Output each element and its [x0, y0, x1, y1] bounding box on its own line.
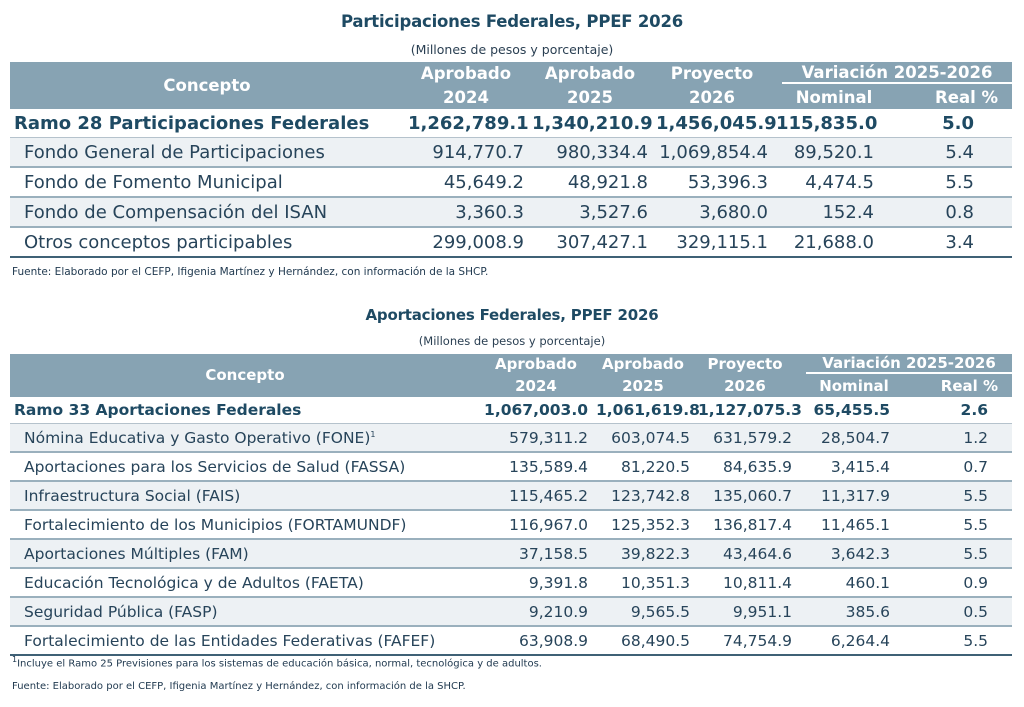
table2-footnote	[12, 655, 542, 669]
cell-proyecto-2026: 9,951.1	[694, 597, 796, 626]
cell-proyecto-2026: 1,127,075.3	[694, 397, 796, 424]
aportaciones-table	[10, 354, 1012, 656]
cell-aprobado-2024: 579,311.2	[480, 424, 592, 453]
header-concepto: Concepto	[10, 62, 404, 109]
cell-aprobado-2025: 68,490.5	[592, 626, 694, 655]
cell-real: 0.5	[912, 597, 1012, 626]
table-row	[10, 167, 1012, 197]
cell-aprobado-2025: 307,427.1	[528, 227, 652, 257]
table-row	[10, 510, 1012, 539]
cell-real: 5.5	[896, 167, 1012, 197]
cell-concepto: Ramo 28 Participaciones Federales	[10, 109, 404, 138]
cell-proyecto-2026: 84,635.9	[694, 452, 796, 481]
cell-proyecto-2026: 136,817.4	[694, 510, 796, 539]
header-real: Real %	[896, 86, 1012, 109]
header-aprobado-2025-year: 2025	[528, 86, 652, 109]
cell-concepto: Fortalecimiento de las Entidades Federativas (FAFEF)	[10, 626, 480, 655]
cell-aprobado-2024: 45,649.2	[404, 167, 528, 197]
table2-source: Fuente: Elaborado por el CEFP, Ifigenia Martínez y Hernández, con información de la SHCP.	[12, 681, 466, 692]
cell-real: 5.5	[912, 539, 1012, 568]
cell-aprobado-2024: 3,360.3	[404, 197, 528, 227]
header-proyecto-2026-label: Proyecto	[652, 62, 772, 86]
cell-nominal: 28,504.7	[796, 424, 912, 453]
cell-aprobado-2025: 1,340,210.9	[528, 109, 652, 138]
header-proyecto-2026-year: 2026	[652, 86, 772, 109]
cell-aprobado-2024: 9,210.9	[480, 597, 592, 626]
cell-aprobado-2024: 9,391.8	[480, 568, 592, 597]
cell-real: 5.0	[896, 109, 1012, 138]
table-row-total	[10, 397, 1012, 424]
header-concepto: Concepto	[10, 354, 480, 397]
cell-real: 5.5	[912, 510, 1012, 539]
cell-aprobado-2024: 1,262,789.1	[404, 109, 528, 138]
cell-real: 0.8	[896, 197, 1012, 227]
cell-concepto: Otros conceptos participables	[10, 227, 404, 257]
cell-aprobado-2025: 81,220.5	[592, 452, 694, 481]
cell-nominal: 11,465.1	[796, 510, 912, 539]
cell-proyecto-2026: 135,060.7	[694, 481, 796, 510]
cell-aprobado-2024: 37,158.5	[480, 539, 592, 568]
header-aprobado-2024-label: Aprobado	[404, 62, 528, 86]
cell-aprobado-2025: 48,921.8	[528, 167, 652, 197]
header-real: Real %	[912, 376, 1012, 397]
cell-nominal: 385.6	[796, 597, 912, 626]
footnote-text: Incluye el Ramo 25 Previsiones para los sistemas de educación básica, normal, tecnológica y de adultos.	[17, 658, 542, 670]
table-row	[10, 452, 1012, 481]
header-variacion	[796, 354, 1012, 376]
header-aprobado-2025-label: Aprobado	[592, 354, 694, 376]
cell-concepto: Seguridad Pública (FASP)	[10, 597, 480, 626]
cell-real: 1.2	[912, 424, 1012, 453]
table-row	[10, 481, 1012, 510]
footnote-mark: 1	[370, 429, 376, 439]
header-variacion-label: Variación 2025-2026	[806, 356, 1012, 374]
table-row	[10, 626, 1012, 655]
cell-concepto: Educación Tecnológica y de Adultos (FAETA)	[10, 568, 480, 597]
header-variacion-label: Variación 2025-2026	[782, 64, 1012, 83]
cell-nominal: 3,415.4	[796, 452, 912, 481]
cell-aprobado-2025: 603,074.5	[592, 424, 694, 453]
cell-nominal: 65,455.5	[796, 397, 912, 424]
cell-real: 3.4	[896, 227, 1012, 257]
cell-proyecto-2026: 1,069,854.4	[652, 138, 772, 168]
header-aprobado-2025-year: 2025	[592, 376, 694, 397]
cell-aprobado-2024: 914,770.7	[404, 138, 528, 168]
cell-nominal: 460.1	[796, 568, 912, 597]
cell-aprobado-2025: 980,334.4	[528, 138, 652, 168]
cell-proyecto-2026: 43,464.6	[694, 539, 796, 568]
cell-proyecto-2026: 53,396.3	[652, 167, 772, 197]
table-row	[10, 424, 1012, 453]
cell-real: 0.9	[912, 568, 1012, 597]
cell-concepto: Fondo de Fomento Municipal	[10, 167, 404, 197]
cell-aprobado-2025: 3,527.6	[528, 197, 652, 227]
cell-proyecto-2026: 74,754.9	[694, 626, 796, 655]
cell-nominal: 115,835.0	[772, 109, 896, 138]
cell-aprobado-2024: 63,908.9	[480, 626, 592, 655]
cell-concepto: Fondo de Compensación del ISAN	[10, 197, 404, 227]
table-row	[10, 197, 1012, 227]
header-proyecto-2026-label: Proyecto	[694, 354, 796, 376]
cell-nominal: 4,474.5	[772, 167, 896, 197]
table1-title: Participaciones Federales, PPEF 2026	[340, 12, 684, 31]
cell-aprobado-2025: 1,061,619.8	[592, 397, 694, 424]
table2-subtitle: (Millones de pesos y porcentaje)	[418, 334, 606, 348]
cell-real: 5.5	[912, 481, 1012, 510]
header-proyecto-2026-year: 2026	[694, 376, 796, 397]
cell-nominal: 6,264.4	[796, 626, 912, 655]
footnote-mark: 1	[12, 655, 18, 664]
cell-aprobado-2025: 125,352.3	[592, 510, 694, 539]
table-row	[10, 227, 1012, 257]
cell-proyecto-2026: 631,579.2	[694, 424, 796, 453]
cell-nominal: 11,317.9	[796, 481, 912, 510]
table2-title: Aportaciones Federales, PPEF 2026	[365, 306, 659, 324]
cell-aprobado-2024: 299,008.9	[404, 227, 528, 257]
cell-aprobado-2025: 39,822.3	[592, 539, 694, 568]
participaciones-table	[10, 62, 1012, 258]
cell-nominal: 152.4	[772, 197, 896, 227]
cell-nominal: 21,688.0	[772, 227, 896, 257]
table-row	[10, 597, 1012, 626]
cell-proyecto-2026: 10,811.4	[694, 568, 796, 597]
header-aprobado-2024-year: 2024	[404, 86, 528, 109]
header-nominal: Nominal	[796, 376, 912, 397]
cell-real: 0.7	[912, 452, 1012, 481]
cell-concepto	[10, 424, 480, 453]
cell-aprobado-2025: 9,565.5	[592, 597, 694, 626]
header-aprobado-2025-label: Aprobado	[528, 62, 652, 86]
cell-aprobado-2025: 123,742.8	[592, 481, 694, 510]
header-aprobado-2024-label: Aprobado	[480, 354, 592, 376]
cell-aprobado-2025: 10,351.3	[592, 568, 694, 597]
cell-proyecto-2026: 329,115.1	[652, 227, 772, 257]
cell-aprobado-2024: 115,465.2	[480, 481, 592, 510]
header-variacion	[772, 62, 1012, 86]
cell-real: 5.5	[912, 626, 1012, 655]
table-row-total	[10, 109, 1012, 138]
cell-nominal: 89,520.1	[772, 138, 896, 168]
cell-proyecto-2026: 1,456,045.9	[652, 109, 772, 138]
cell-concepto: Fortalecimiento de los Municipios (FORTAMUNDF)	[10, 510, 480, 539]
table-row	[10, 539, 1012, 568]
cell-concepto: Aportaciones para los Servicios de Salud (FASSA)	[10, 452, 480, 481]
concepto-text: Nómina Educativa y Gasto Operativo (FONE)	[24, 428, 371, 447]
cell-aprobado-2024: 116,967.0	[480, 510, 592, 539]
cell-concepto: Ramo 33 Aportaciones Federales	[10, 397, 480, 424]
table-row	[10, 568, 1012, 597]
cell-concepto: Aportaciones Múltiples (FAM)	[10, 539, 480, 568]
header-aprobado-2024-year: 2024	[480, 376, 592, 397]
cell-real: 2.6	[912, 397, 1012, 424]
cell-aprobado-2024: 1,067,003.0	[480, 397, 592, 424]
header-nominal: Nominal	[772, 86, 896, 109]
table1-subtitle: (Millones de pesos y porcentaje)	[410, 42, 614, 57]
cell-concepto: Fondo General de Participaciones	[10, 138, 404, 168]
cell-nominal: 3,642.3	[796, 539, 912, 568]
table1-source: Fuente: Elaborado por el CEFP, Ifigenia Martínez y Hernández, con información de la SHCP.	[12, 266, 489, 278]
cell-real: 5.4	[896, 138, 1012, 168]
cell-aprobado-2024: 135,589.4	[480, 452, 592, 481]
table-row	[10, 138, 1012, 168]
cell-concepto: Infraestructura Social (FAIS)	[10, 481, 480, 510]
cell-proyecto-2026: 3,680.0	[652, 197, 772, 227]
